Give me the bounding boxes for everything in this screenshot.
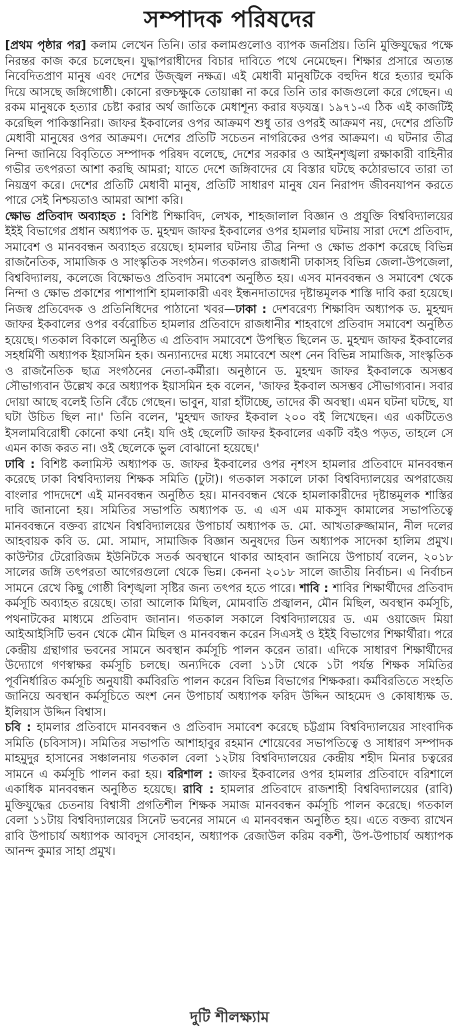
paragraph — [5, 38, 453, 209]
paragraph-text: জাফর ইকবালের ওপর হামলার প্রতিবাদে বরিশালে একাধিক মানববন্ধন অনুষ্ঠিত হয়েছে। — [5, 766, 453, 796]
paragraph-text: হামলার প্রতিবাদে মানববন্ধন ও প্রতিবাদ সমাবেশ করেছে চট্টগ্রাম বিশ্ববিদ্যালয়ের সাংবাদিক সমিতি (চবিসাস)। সমিতির সভাপতি আশাহাবুর রহমান শোয়েবের সভাপতিত্বে ও সাধারণ সম্পাদক মাহমুদুর হাসানের সঞ্চালনায় গতকাল বেলা ১২টায় বিশ্ববিদ্যালয়ের কেন্দ্রীয় শহীদ মিনার চত্বরের সামনে এ কর্মসূচি পালন করা হয়। — [5, 720, 453, 781]
paragraph-text: বিশিষ্ট শিক্ষাবিদ, লেখক, শাহজালাল বিজ্ঞান ও প্রযুক্তি বিশ্ববিদ্যালয়ের ইইই বিভাগের প্রধান অধ্যাপক ড. মুহম্মদ জাফর ইকবালের ওপর হামলার ঘটনায় সারা দেশে প্রতিবাদ, সমাবেশ ও মানববন্ধন অব্যাহত রয়েছে। হামলার ঘটনায় তীব্র নিন্দা ও ক্ষোভ প্রকাশ করেছে বিভিন্ন রাজনৈতিক, সামাজিক ও সাংস্কৃতিক সংগঠন। গতকালও রাজধানী ঢাকাসহ বিভিন্ন জেলা-উপজেলা, বিশ্ববিদ্যালয়, কলেজে বিক্ষোভও প্রতিবাদ সমাবেশ অনুষ্ঠিত হয়। এসব মানববন্ধন ও সমাবেশ থেকে নিন্দা ও ক্ষোভ প্রকাশের পাশাপাশি হামলাকারী এবং ইন্ধনদাতাদের দৃষ্টান্তমূলক শাস্তি দাবি করা হয়েছে। নিজস্ব প্রতিবেদক ও প্রতিনিধিদের পাঠানো খবর— — [5, 208, 453, 316]
paragraph-lead: বরিশাল : — [167, 766, 213, 781]
next-story-hint: দুটি শীলক্ষ্যাম — [189, 1008, 270, 1026]
headline: সম্পাদক পরিষদের — [143, 7, 316, 33]
paragraph-lead: [প্রথম পৃষ্ঠার পর] — [5, 38, 87, 52]
paragraph-text: শাবির শিক্ষার্থীদের প্রতিবাদ কর্মসূচি অব্যাহত রয়েছে। তারা আলোক মিছিল, মোমবাতি প্রজ্বালন, মৌন মিছিল, অবস্থান কর্মসূচি, পথনাটকের মাধ্যমে প্রতিবাদ জানান। গতকাল সকালে বিশ্ববিদ্যালয়ের ড. এম ওয়াজেদ মিয়া আইআইসিটি ভবন থেকে মৌন মিছিল ও মানববন্ধন করেন সিএসই ও ইইই বিভাগের শিক্ষার্থীরা। পরে কেন্দ্রীয় গ্রন্থাগার ভবনের সামনে অবস্থান কর্মসূচি পালন করেন তারা। এদিকে সাধারণ শিক্ষার্থীদের উদ্যোগে গণস্বাক্ষর কর্মসূচি চলছে। অন্যদিকে বেলা ১১টা থেকে ১টা পর্যন্ত শিক্ষক সমিতির পূর্বনির্ধারিত কর্মসূচি অনুযায়ী কর্মবিরতি পালন করেন বিভিন্ন বিভাগের শিক্ষকরা। কর্মবিরতিতে সংহতি জানিয়ে অবস্থান কর্মসূচিতে অংশ নেন উপাচার্য অধ্যাপক ফরিদ উদ্দিন আহমেদ ও কোষাধ্যক্ষ ড. ইলিয়াস উদ্দিন বিশ্বাস। — [5, 580, 453, 719]
paragraph-lead: ঢাকা : — [235, 301, 267, 316]
paragraph-text: কলাম লেখেন তিনি। তার কলামগুলোও ব্যাপক জনপ্রিয়। তিনি মুক্তিযুদ্ধের পক্ষে নিরন্তর কাজ করে চলেছেন। যুদ্ধাপরাধীদের বিচার দাবিতে পথে নেমেছেন। শিক্ষার প্রসারে অত্যন্ত নিবেদিতপ্রাণ মানুষ এবং দেশের উজ্জ্বল নক্ষত্র। এই মেধাবী মানুষটিকে বহুদিন ধরে হত্যার হুমকি দিয়ে আসছে জঙ্গিগোষ্ঠী। কোনো রক্তচক্ষুকে তোয়াক্কা না করে তিনি তার কাজগুলো করে গেছেন। এ রকম মানুষকে হত্যার চেষ্টা করার অর্থ জাতিকে মেধাশূন্য করার ষড়যন্ত্র। ১৯৭১-এ ঠিক এই কাজটিই করেছিল পাকিস্তানিরা। জাফর ইকবালের ওপর আক্রমণ শুধু তার ওপরই আক্রমণ নয়, দেশের প্রতিটি মেধাবী মানুষের ওপর আক্রমণ। দেশের প্রতিটি সচেতন নাগরিকের ওপর আক্রমণ। এ ঘটনার তীব্র নিন্দা জানিয়ে বিবৃতিতে সম্পাদক পরিষদ বলেছে, দেশের সরকার ও আইনশৃঙ্খলা রক্ষাকারী বাহিনীর গভীর তৎপরতা আশা করছি আমরা; যাতে দেশে জঙ্গিবাদের যে বিস্তার ঘটছে কঠোরভাবে তারা তা নিয়ন্ত্রণ করে। দেশের প্রতিটি মেধাবী মানুষ, প্রতিটি সাধারণ মানুষ যেন নিরাপদ জীবনযাপন করতে পারে সেই নিশ্চয়তাও আমরা আশা করি। — [5, 38, 453, 207]
paragraph-text: দেশবরেণ্য শিক্ষাবিদ অধ্যাপক ড. মুহম্মদ জাফর ইকবালের ওপর বর্বরোচিত হামলার প্রতিবাদে রাজধানীর শাহবাগে প্রতিবাদ সমাবেশ অনুষ্ঠিত হয়েছে। গতকাল বিকালে অনুষ্ঠিত এ প্রতিবাদ সমাবেশে উপস্থিত ছিলেন ড. মুহম্মদ জাফর ইকবালের সহধর্মিণী অধ্যাপক ইয়াসমিন হক। অন্যান্যদের মধ্যে সমাবেশে অংশ নেন বিভিন্ন সামাজিক, সাংস্কৃতিক ও রাজনৈতিক ছাত্র সংগঠনের নেতা-কর্মীরা। অনুষ্ঠানে ড. মুহম্মদ জাফর ইকবালকে অসম্ভব সৌভাগ্যবান উল্লেখ করে অধ্যাপক ইয়াসমিন হক বলেন, 'জাফর ইকবাল অসম্ভব সৌভাগ্যবান। সবার দোয়া আছে বলেই তিনি বেঁচে গেছেন। ভাবুন, যারা হাঁটাচ্ছে, তাদের কী অবস্থা। এমন ঘটনা ঘটছে, যা ঘটা উচিত ছিল না।' তিনি বলেন, 'মুহম্মদ জাফর ইকবাল ২০০ বই লিখেছেন। এর একটিতেও ইসলামবিরোধী কোনো কথা নেই। যদি ওই ছেলেটি জাফর ইকবালের একটি বইও পড়ত, তাহলে সে এমন কাজ করত না। ওই ছেলেকে ভুল বোঝানো হয়েছে।' — [5, 301, 453, 455]
article-body — [5, 38, 453, 1006]
paragraph-text: হামলার প্রতিবাদে রাজশাহী বিশ্ববিদ্যালয়ের (রাবি) মুক্তিযুদ্ধের চেতনায় বিশ্বাসী প্রগতিশীল শিক্ষক সমাজ মানববন্ধন কর্মসূচি পালন করেছে। গতকাল বেলা ১১টায় বিশ্ববিদ্যালয়ের সিনেট ভবনের সামনে এ মানববন্ধন অনুষ্ঠিত হয়। এতে বক্তব্য রাখেন রাবি উপাচার্য অধ্যাপক আবদুস সোবহান, অধ্যাপক রেজাউল করিম বকশী, উপ-উপাচার্য অধ্যাপক আনন্দ কুমার সাহা প্রমুখ। — [5, 782, 453, 858]
paragraph-lead: রাবি : — [183, 782, 214, 796]
paragraph-text: বিশিষ্ট কলামিস্ট অধ্যাপক ড. জাফর ইকবালের ওপর নৃশংস হামলার প্রতিবাদে মানববন্ধন করেছে ঢাকা বিশ্ববিদ্যালয় শিক্ষক সমিতি (ঢুটা)। গতকাল সকালে ঢাকা বিশ্ববিদ্যালয়ের অপরাজেয় বাংলার পাদদেশে এই মানববন্ধন অনুষ্ঠিত হয়। মানববন্ধন থেকে হামলাকারীদের দৃষ্টান্তমূলক শাস্তির দাবি জানানো হয়। সমিতির সভাপতি অধ্যাপক ড. এ এস এম মাকসুদ কামালের সভাপতিত্বে মানববন্ধনে বক্তব্য রাখেন বিশ্ববিদ্যালয়ের উপাচার্য অধ্যাপক ড. মো. আখতারুজ্জামান, নীল দলের আহবায়ক কবি ড. মো. সামাদ, সামাজিক বিজ্ঞান অনুষদের ডিন অধ্যাপক সাদেকা হালিম প্রমুখ। কাউন্টার টেরোরিজম ইউনিটকে সতর্ক অবস্থানে থাকার আহবান জানিয়ে উপাচার্য বলেন, ২০১৮ সালের জঙ্গি তৎপরতা আগেরগুলো থেকে ভিন্ন। কেননা ২০১৮ সালে জাতীয় নির্বাচন। এ নির্বাচন সামনে রেখে কিছু গোষ্ঠী বিশৃঙ্খলা সৃষ্টির জন্য তৎপর হতে পারে। — [5, 456, 453, 595]
paragraph-lead: শাবি : — [299, 580, 329, 595]
paragraph-lead: চবি : — [5, 720, 32, 734]
paragraph-lead: ক্ষোভ প্রতিবাদ অব্যাহত : — [5, 208, 127, 223]
paragraph — [5, 209, 453, 457]
paragraph-lead: ঢাবি : — [5, 456, 35, 471]
paragraph — [5, 720, 453, 860]
paragraph — [5, 457, 453, 721]
